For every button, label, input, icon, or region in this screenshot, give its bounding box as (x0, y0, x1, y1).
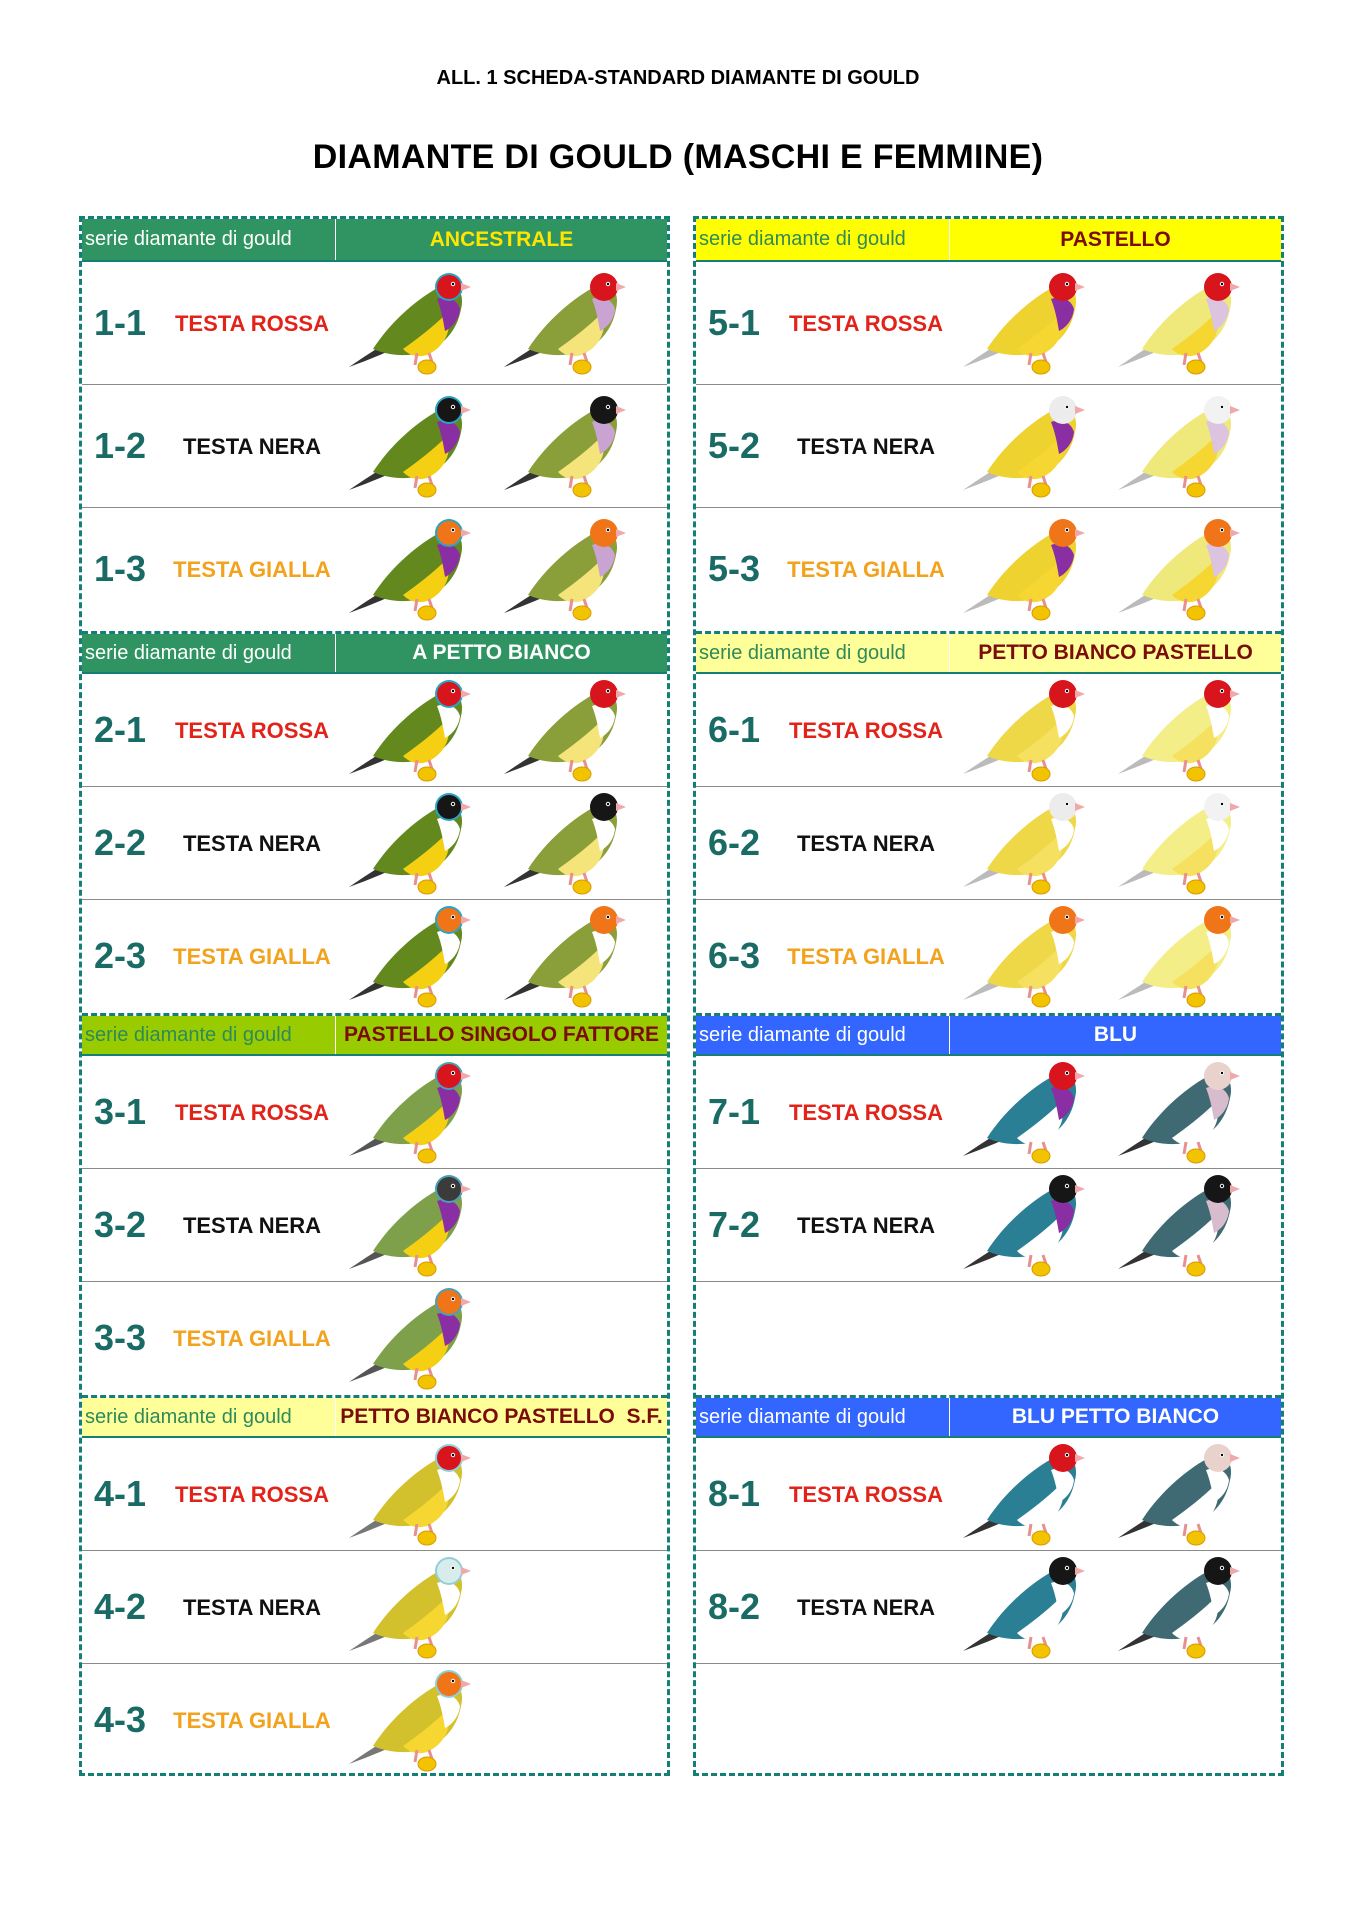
female-bird-icon (502, 515, 634, 625)
variety-label: TESTA NERA (796, 434, 936, 459)
section-title: BLU PETTO BIANCO (950, 1398, 1281, 1436)
variety-label: TESTA NERA (182, 1213, 322, 1238)
variety-code: 5-1 (708, 302, 761, 343)
variety-code: 1-3 (94, 548, 147, 589)
variety-code: 2-3 (94, 935, 147, 976)
male-bird-icon (347, 902, 479, 1012)
female-bird-icon (502, 789, 634, 899)
male-bird-icon (961, 269, 1093, 379)
female-bird-icon (502, 392, 634, 502)
section-header (82, 1395, 667, 1438)
variety-code: 2-2 (94, 822, 147, 863)
variety-row (696, 1169, 1281, 1282)
variety-row (82, 1438, 667, 1551)
section-title: PETTO BIANCO PASTELLO (950, 634, 1281, 672)
variety-code: 7-2 (708, 1204, 761, 1245)
variety-label: TESTA GIALLA (173, 1708, 331, 1733)
variety-label: TESTA NERA (182, 1595, 322, 1620)
variety-label: TESTA ROSSA (788, 1482, 943, 1507)
section-serie-label: serie diamante di gould (82, 1398, 336, 1436)
variety-label: TESTA NERA (796, 1213, 936, 1238)
variety-code: 6-1 (708, 709, 761, 750)
variety-row (82, 1664, 667, 1777)
variety-label: TESTA ROSSA (788, 718, 943, 743)
variety-code: 8-1 (708, 1473, 761, 1514)
variety-code: 4-3 (94, 1699, 147, 1740)
variety-label: TESTA ROSSA (788, 1100, 943, 1125)
variety-row (82, 787, 667, 900)
female-bird-icon (502, 676, 634, 786)
section-serie-label: serie diamante di gould (696, 219, 950, 260)
section-title: PETTO BIANCO PASTELLO S.F. (336, 1398, 667, 1436)
female-bird-icon (1116, 1171, 1248, 1281)
variety-code: 4-1 (94, 1473, 147, 1514)
section-serie-label: serie diamante di gould (696, 1398, 950, 1436)
variety-code: 1-1 (94, 302, 147, 343)
variety-label: TESTA NERA (182, 434, 322, 459)
male-bird-icon (347, 1284, 479, 1394)
section-header (82, 1013, 667, 1056)
section-header (696, 1013, 1281, 1056)
variety-code: 8-2 (708, 1586, 761, 1627)
variety-code: 5-2 (708, 425, 761, 466)
section-serie-label: serie diamante di gould (82, 634, 336, 672)
variety-row (696, 1664, 1281, 1777)
male-bird-icon (347, 676, 479, 786)
female-bird-icon (1116, 1440, 1248, 1550)
section-header (696, 1395, 1281, 1438)
variety-row (696, 1438, 1281, 1551)
section-serie-label: serie diamante di gould (696, 1016, 950, 1054)
variety-row (696, 1551, 1281, 1664)
variety-row (696, 1282, 1281, 1395)
variety-code: 7-1 (708, 1091, 761, 1132)
female-bird-icon (1116, 902, 1248, 1012)
section-title: PASTELLO SINGOLO FATTORE (336, 1016, 667, 1054)
section-title: PASTELLO (950, 219, 1281, 260)
variety-label: TESTA NERA (796, 831, 936, 856)
variety-row (82, 674, 667, 787)
section-title: ANCESTRALE (336, 219, 667, 260)
variety-row (696, 385, 1281, 508)
variety-code: 6-2 (708, 822, 761, 863)
variety-row (696, 674, 1281, 787)
female-bird-icon (1116, 676, 1248, 786)
variety-row (82, 1551, 667, 1664)
female-bird-icon (1116, 269, 1248, 379)
variety-row (696, 1056, 1281, 1169)
male-bird-icon (961, 392, 1093, 502)
variety-code: 1-2 (94, 425, 147, 466)
variety-row (82, 1056, 667, 1169)
variety-code: 4-2 (94, 1586, 147, 1627)
male-bird-icon (347, 269, 479, 379)
variety-row (82, 1169, 667, 1282)
section-serie-label: serie diamante di gould (82, 1016, 336, 1054)
variety-label: TESTA GIALLA (173, 1326, 331, 1351)
section-serie-label: serie diamante di gould (696, 634, 950, 672)
variety-code: 3-1 (94, 1091, 147, 1132)
female-bird-icon (1116, 789, 1248, 899)
female-bird-icon (1116, 515, 1248, 625)
male-bird-icon (961, 1058, 1093, 1168)
variety-row (82, 262, 667, 385)
variety-code: 2-1 (94, 709, 147, 750)
male-bird-icon (347, 392, 479, 502)
variety-row (82, 385, 667, 508)
female-bird-icon (502, 902, 634, 1012)
variety-code: 3-3 (94, 1317, 147, 1358)
female-bird-icon (502, 269, 634, 379)
variety-row (696, 787, 1281, 900)
male-bird-icon (961, 1171, 1093, 1281)
variety-row (82, 1282, 667, 1395)
right-column (693, 216, 1284, 1776)
variety-code: 3-2 (94, 1204, 147, 1245)
section-title: A PETTO BIANCO (336, 634, 667, 672)
variety-label: TESTA ROSSA (174, 311, 329, 336)
variety-row (696, 508, 1281, 631)
section-header (82, 219, 667, 262)
section-title: BLU (950, 1016, 1281, 1054)
male-bird-icon (347, 515, 479, 625)
male-bird-icon (347, 789, 479, 899)
variety-code: 5-3 (708, 548, 761, 589)
variety-row (696, 262, 1281, 385)
variety-label: TESTA GIALLA (787, 557, 945, 582)
male-bird-icon (347, 1666, 479, 1776)
male-bird-icon (961, 789, 1093, 899)
male-bird-icon (961, 902, 1093, 1012)
male-bird-icon (347, 1171, 479, 1281)
left-column (79, 216, 670, 1776)
variety-label: TESTA NERA (796, 1595, 936, 1620)
variety-code: 6-3 (708, 935, 761, 976)
variety-label: TESTA GIALLA (787, 944, 945, 969)
male-bird-icon (347, 1553, 479, 1663)
variety-label: TESTA GIALLA (173, 944, 331, 969)
variety-label: TESTA NERA (182, 831, 322, 856)
variety-row (82, 508, 667, 631)
variety-label: TESTA GIALLA (173, 557, 331, 582)
male-bird-icon (961, 515, 1093, 625)
male-bird-icon (347, 1440, 479, 1550)
variety-label: TESTA ROSSA (788, 311, 943, 336)
variety-row (82, 900, 667, 1013)
section-header (696, 219, 1281, 262)
variety-label: TESTA ROSSA (174, 718, 329, 743)
section-serie-label: serie diamante di gould (82, 219, 336, 260)
section-header (696, 631, 1281, 674)
female-bird-icon (1116, 1058, 1248, 1168)
female-bird-icon (1116, 392, 1248, 502)
female-bird-icon (1116, 1553, 1248, 1663)
male-bird-icon (961, 676, 1093, 786)
document-title: DIAMANTE DI GOULD (MASCHI E FEMMINE) (312, 138, 1044, 176)
variety-row (696, 900, 1281, 1013)
variety-label: TESTA ROSSA (174, 1100, 329, 1125)
male-bird-icon (961, 1553, 1093, 1663)
male-bird-icon (961, 1440, 1093, 1550)
variety-label: TESTA ROSSA (174, 1482, 329, 1507)
male-bird-icon (347, 1058, 479, 1168)
document-subtitle: ALL. 1 SCHEDA-STANDARD DIAMANTE DI GOULD (436, 67, 920, 89)
section-header (82, 631, 667, 674)
